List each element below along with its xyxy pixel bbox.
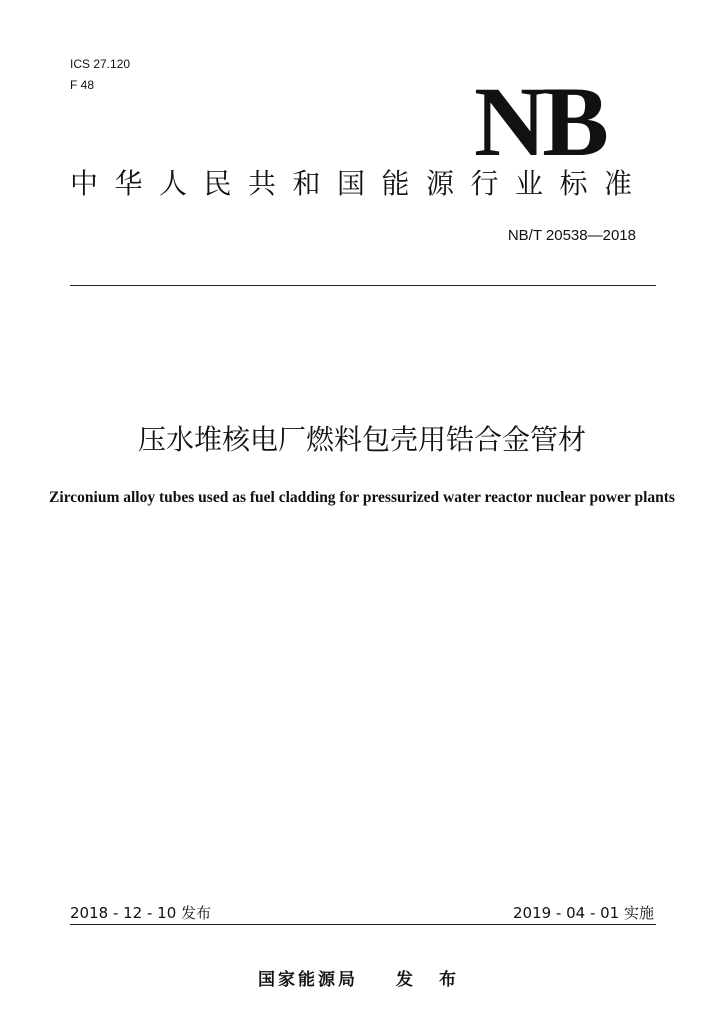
nb-logo: NB [474, 66, 605, 177]
publisher-action: 发 布 [396, 970, 466, 990]
title-chinese: 压水堆核电厂燃料包壳用锆合金管材 [137, 423, 586, 456]
standard-number: NB/T 20538—2018 [507, 227, 636, 244]
implementation-date: 2019 - 04 - 01 实施 [512, 904, 654, 922]
publisher-line [0, 968, 724, 992]
issue-date: 2018 - 12 - 10 发布 [70, 904, 212, 922]
bottom-divider [70, 924, 656, 925]
ccs-code: F 48 [70, 78, 95, 92]
title-english: Zirconium alloy tubes used as fuel cladding for pressurized water reactor nuclear power plants [49, 489, 675, 506]
standard-type: 中华人民共和国能源行业标准 [70, 167, 649, 200]
publisher-name: 国家能源局 [258, 970, 359, 990]
top-divider [70, 285, 656, 286]
ics-code: ICS 27.120 [70, 57, 131, 71]
